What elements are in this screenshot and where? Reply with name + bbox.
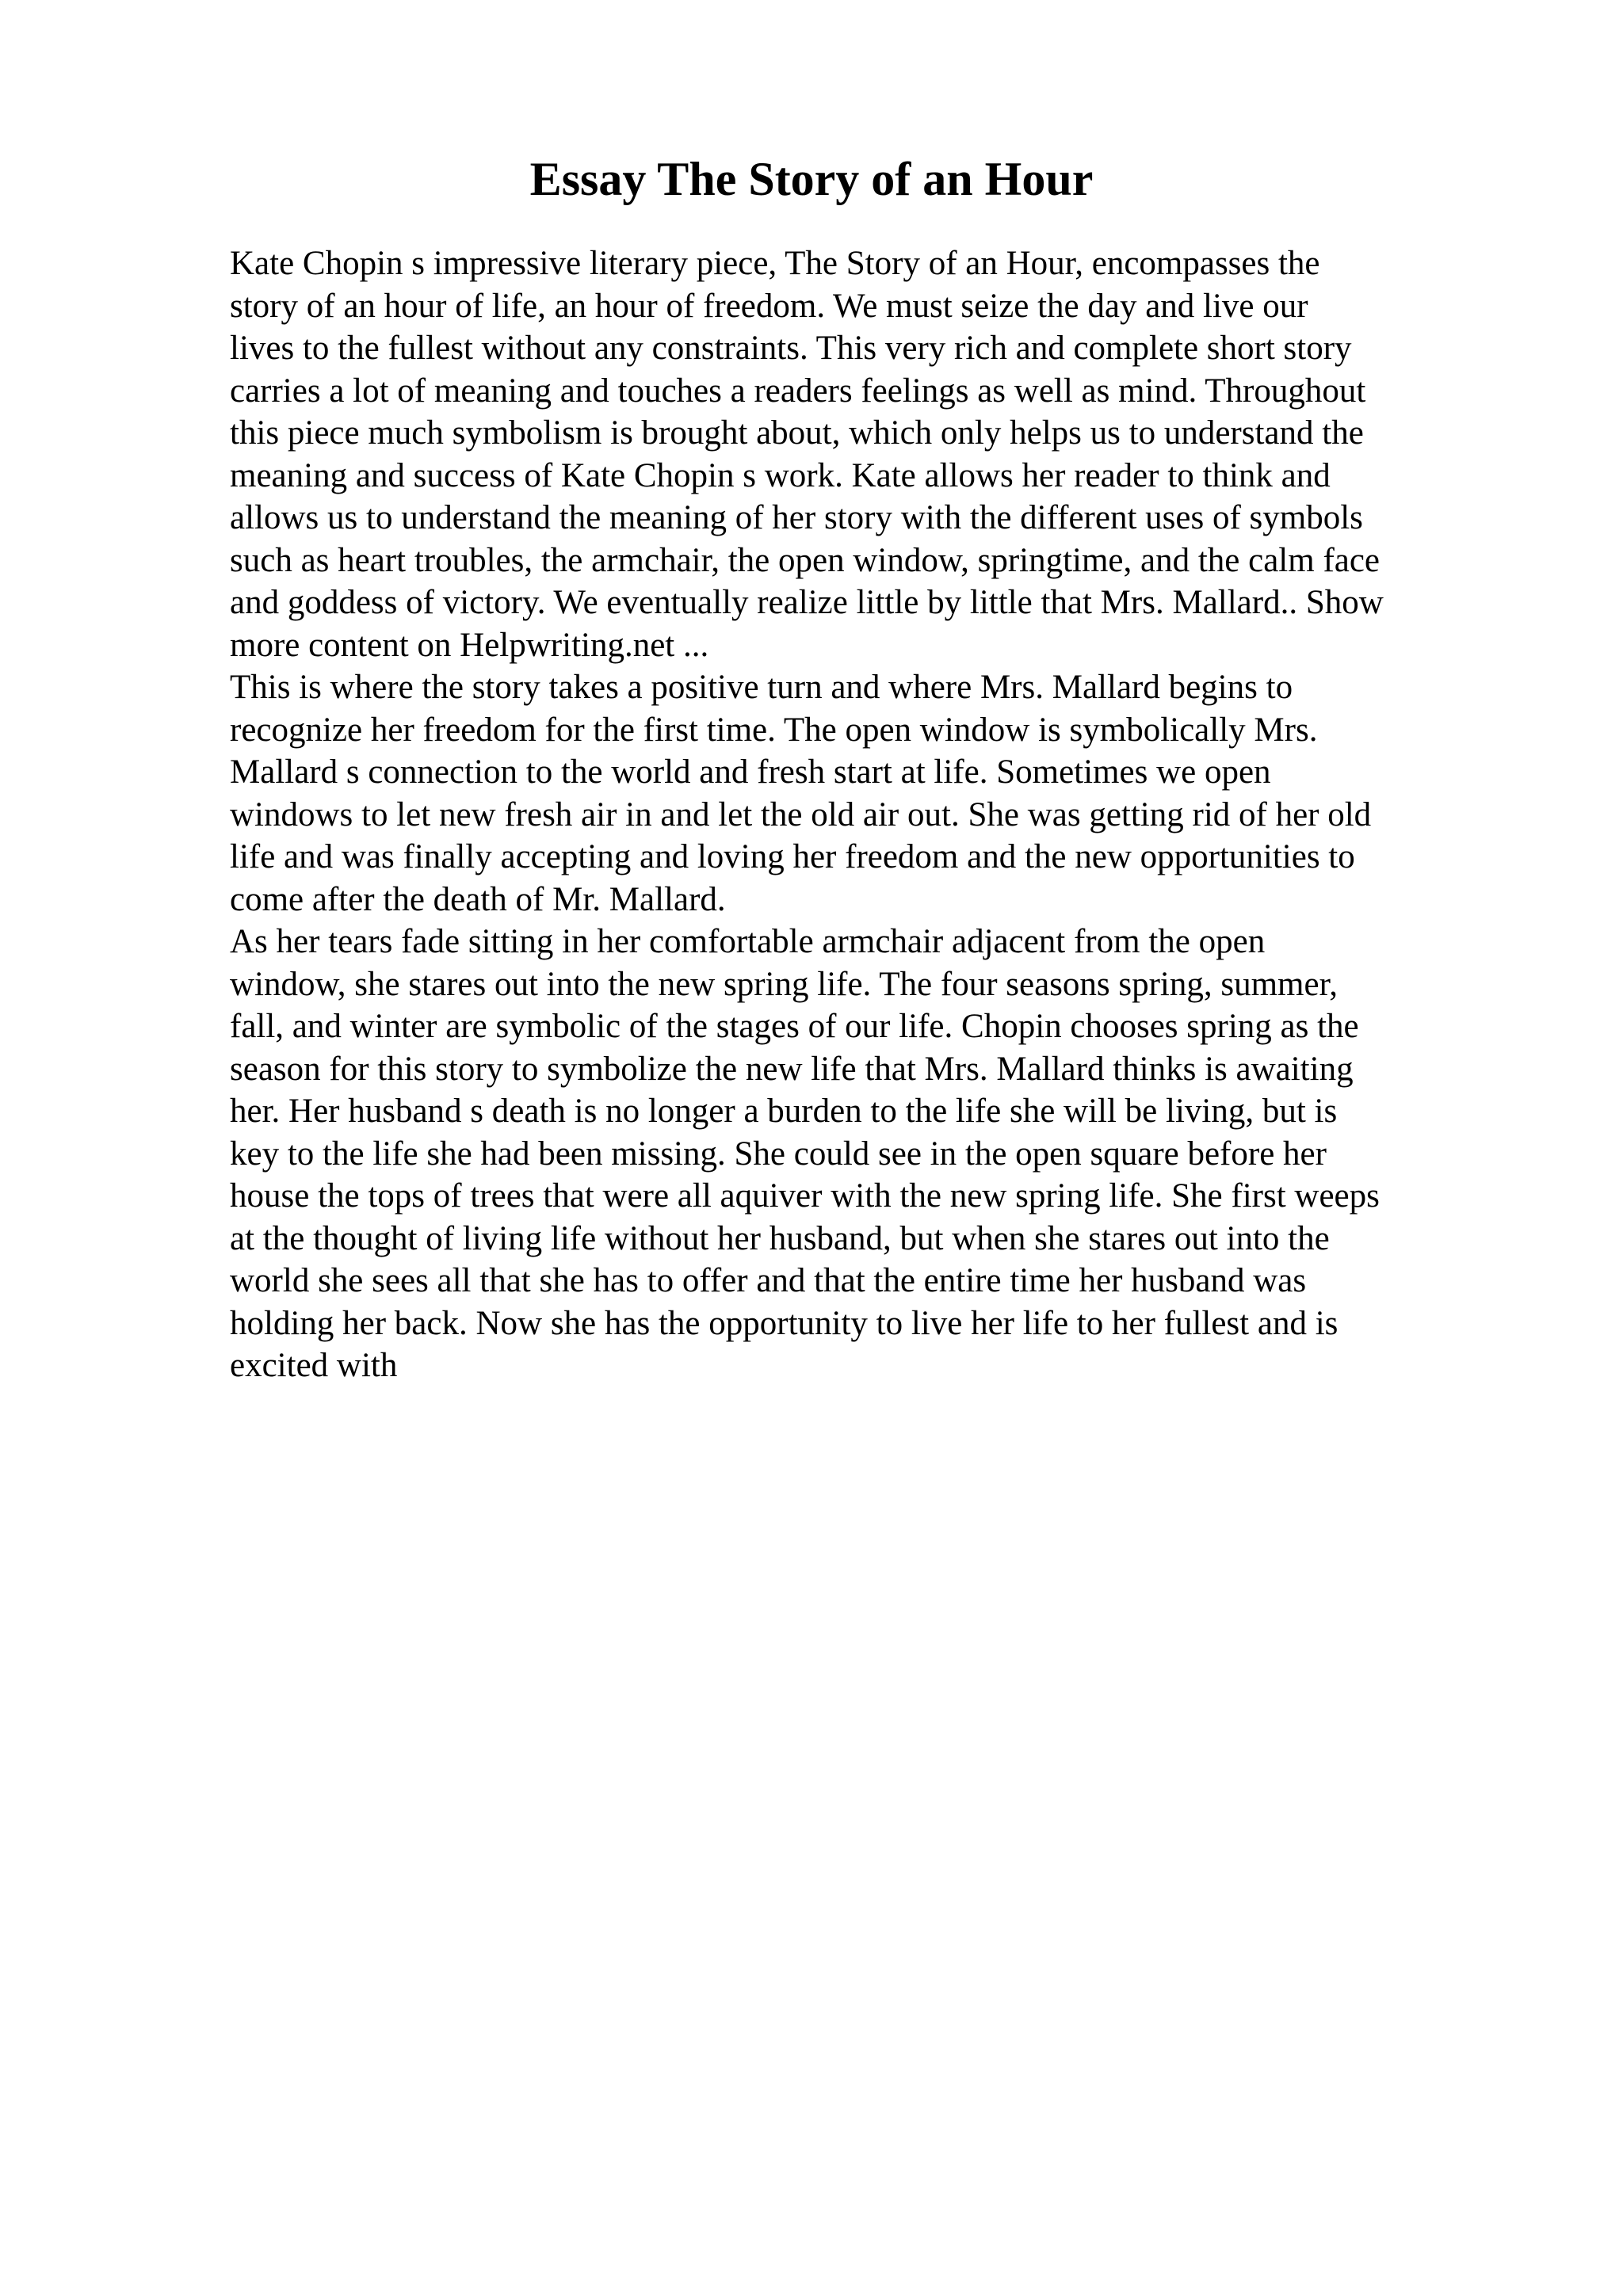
- body-line: more content on Helpwriting.net ...: [230, 626, 709, 664]
- body-line: Mallard s connection to the world and fresh start at life. Sometimes we open: [230, 753, 1271, 791]
- body-line: lives to the fullest without any constraints. This very rich and complete short story: [230, 330, 1352, 367]
- body-line: such as heart troubles, the armchair, the open window, springtime, and the calm face: [230, 541, 1381, 579]
- body-line: Kate Chopin s impressive literary piece, The Story of an Hour, encompasses the: [230, 245, 1320, 282]
- body-line: come after the death of Mr. Mallard.: [230, 880, 726, 918]
- body-line: fall, and winter are symbolic of the stages of our life. Chopin chooses spring as the: [230, 1008, 1359, 1045]
- body-line: excited with: [230, 1347, 398, 1384]
- body-line: story of an hour of life, an hour of freedom. We must seize the day and live our: [230, 287, 1308, 325]
- body-line: recognize her freedom for the first time. The open window is symbolically Mrs.: [230, 711, 1318, 749]
- body-line: window, she stares out into the new spring life. The four seasons spring, summer,: [230, 965, 1338, 1003]
- body-line: windows to let new fresh air in and let the old air out. She was getting rid of her old: [230, 795, 1372, 833]
- body-line: This is where the story takes a positive turn and where Mrs. Mallard begins to: [230, 669, 1293, 706]
- body-line: carries a lot of meaning and touches a readers feelings as well as mind. Throughout: [230, 372, 1366, 410]
- body-line: this piece much symbolism is brought about, which only helps us to understand the: [230, 414, 1364, 452]
- body-line: and goddess of victory. We eventually realize little by little that Mrs. Mallard.. Show: [230, 584, 1384, 621]
- body-line: meaning and success of Kate Chopin s work. Kate allows her reader to think and: [230, 456, 1331, 494]
- body-line: world she sees all that she has to offer and that the entire time her husband was: [230, 1262, 1307, 1299]
- essay-title: Essay The Story of an Hour: [529, 153, 1094, 205]
- body-line: holding her back. Now she has the opportunity to live her life to her fullest and is: [230, 1304, 1338, 1342]
- body-line: As her tears fade sitting in her comfortable armchair adjacent from the open: [230, 923, 1266, 960]
- body-line: house the tops of trees that were all aquiver with the new spring life. She first weeps: [230, 1177, 1380, 1215]
- body-line: season for this story to symbolize the new life that Mrs. Mallard thinks is awaiting: [230, 1050, 1354, 1088]
- essay-body: [230, 242, 1498, 1387]
- body-line: life and was finally accepting and loving her freedom and the new opportunities to: [230, 838, 1355, 875]
- body-line: at the thought of living life without her husband, but when she stares out into the: [230, 1219, 1330, 1257]
- body-line: her. Her husband s death is no longer a burden to the life she will be living, but is: [230, 1093, 1338, 1130]
- body-line: key to the life she had been missing. She could see in the open square before her: [230, 1135, 1327, 1173]
- body-line: allows us to understand the meaning of her story with the different uses of symbols: [230, 499, 1363, 536]
